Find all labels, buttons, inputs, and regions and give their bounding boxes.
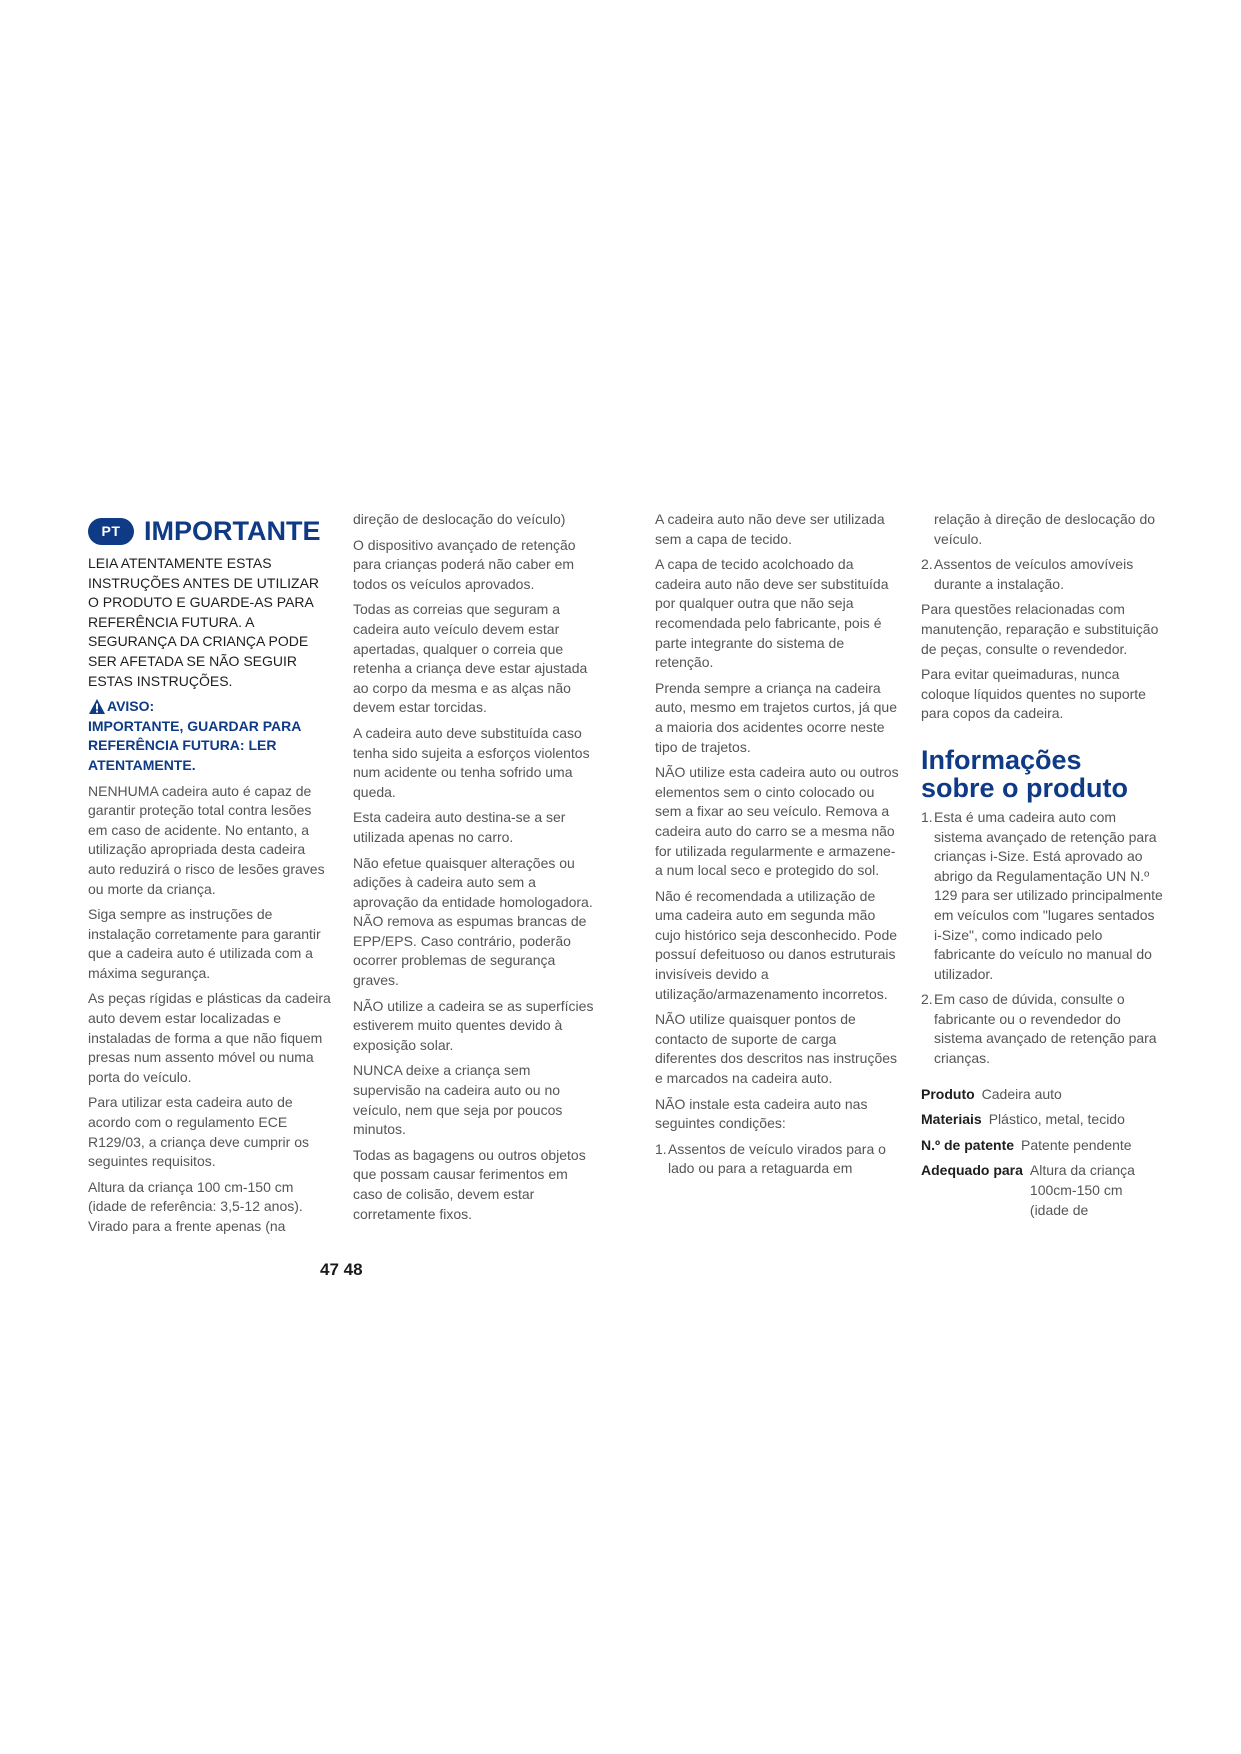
- list-item: [921, 555, 1166, 594]
- paragraph: NÃO utilize a cadeira se as superfícies estiverem muito quentes devido à exposição solar.: [353, 997, 594, 1053]
- paragraph: Prenda sempre a criança na cadeira auto, mesmo em trajetos curtos, já que a maioria dos acidentes ocorre neste tipo de trajetos.: [655, 679, 897, 755]
- list-text: relação à direção de deslocação do veículo.: [934, 511, 1156, 547]
- paragraph: Para evitar queimaduras, nunca coloque líquidos quentes no suporte para copos da cadeira.: [921, 666, 1146, 722]
- title-line: Informações: [921, 744, 1082, 775]
- paragraph: A cadeira auto não deve ser utilizada sem a capa de tecido.: [655, 511, 885, 547]
- paragraph: Para utilizar esta cadeira auto de acordo com o regulamento ECE R129/03, a criança deve cumprir os seguintes requisitos.: [88, 1094, 309, 1170]
- spec-label: Materiais: [921, 1111, 982, 1128]
- paragraph: Não é recomendada a utilização de uma cadeira auto em segunda mão cujo histórico seja desconhecido. Pode possuí defeituoso ou danos estruturais invisíveis devido a utilização/armazenamento incorretos.: [655, 887, 898, 1002]
- spec-label: N.º de patente: [921, 1136, 1015, 1153]
- spec-value: Altura da criança 100cm-150 cm (idade de: [1029, 1162, 1135, 1218]
- language-badge: PT: [88, 518, 134, 545]
- column-1: [88, 510, 333, 1243]
- list-text: Assentos de veículo virados para o lado ou para a retaguarda em: [668, 1140, 886, 1177]
- warning-text: IMPORTANTE, GUARDAR PARA REFERÊNCIA FUTURA: LER ATENTAMENTE.: [88, 717, 301, 773]
- list-item-continuation: [921, 510, 1166, 549]
- section-header: [88, 516, 333, 546]
- spec-label: Adequado para: [921, 1162, 1023, 1179]
- spec-value: Patente pendente: [1021, 1136, 1132, 1153]
- intro-text: LEIA ATENTAMENTE ESTAS INSTRUÇÕES ANTES DE UTILIZAR O PRODUTO E GUARDE-AS PARA REFERÊNCIA FUTURA. A SEGURANÇA DA CRIANÇA PODE SER AFETADA SE NÃO SEGUIR ESTAS INSTRUÇÕES.: [88, 555, 320, 689]
- paragraph: A cadeira auto deve substituída caso tenha sido sujeita a esforços violentos num acidente ou tenha sofrido uma queda.: [353, 724, 590, 800]
- warning-heading: [88, 697, 333, 717]
- spec-label: Produto: [921, 1085, 975, 1102]
- product-info-title: [921, 746, 1166, 802]
- paragraph: Todas as bagagens ou outros objetos que possam causar ferimentos em caso de colisão, devem estar corretamente fixos.: [353, 1146, 586, 1222]
- paragraph: Esta cadeira auto destina-se a ser utilizada apenas no carro.: [353, 809, 566, 845]
- list-text: Assentos de veículos amovíveis durante a instalação.: [934, 556, 1134, 592]
- title-line: sobre o produto: [921, 772, 1128, 803]
- list-number: 1.: [655, 1140, 667, 1157]
- paragraph: NÃO utilize esta cadeira auto ou outros elementos sem o cinto colocado ou sem a fixar ao seu veículo. Remova a cadeira auto do carro se a mesma não for utilizada regularmente e armazene-a num local seco e protegido do sol.: [655, 764, 899, 879]
- list-number: 1.: [921, 808, 933, 825]
- list-text: Esta é uma cadeira auto com sistema avançado de retenção para crianças i-Size. Está aprovado ao abrigo da Regulamentação UN N.º 129 para ser utilizado principalmente em veículos com "lugares sentados i-Size", como indicado pelo fabricante do veículo no manual do utilizador.: [934, 808, 1163, 982]
- paragraph: NUNCA deixe a criança sem supervisão na cadeira auto ou no veículo, nem que seja por poucos minutos.: [353, 1062, 563, 1138]
- list-text: Em caso de dúvida, consulte o fabricante ou o revendedor do sistema avançado de retenção para crianças.: [934, 991, 1157, 1067]
- paragraph: A capa de tecido acolchoado da cadeira auto não deve ser substituída por qualquer outra que não seja recomendada pelo fabricante, pois é parte integrante do sistema de retenção.: [655, 556, 889, 671]
- paragraph: Siga sempre as instruções de instalação corretamente para garantir que a cadeira auto é utilizada com a máxima segurança.: [88, 906, 321, 981]
- page-title: IMPORTANTE: [144, 516, 321, 546]
- warning-triangle-icon: [88, 698, 106, 715]
- paragraph: NÃO utilize quaisquer pontos de contacto de suporte de carga diferentes dos descritos nas instruções e marcados na cadeira auto.: [655, 1011, 898, 1087]
- spec-row-materials: [921, 1110, 1166, 1130]
- paragraph: NENHUMA cadeira auto é capaz de garantir proteção total contra lesões em caso de acidente. No entanto, a utilização apropriada desta cadeira auto reduzirá o risco de lesões graves ou morte da criança.: [88, 782, 325, 897]
- paragraph: Não efetue quaisquer alterações ou adições à cadeira auto sem a aprovação da entidade homologadora. NÃO remova as espumas brancas de EPP/EPS. Caso contrário, poderão ocorrer problemas de segurança graves.: [353, 854, 593, 989]
- column-3: [655, 510, 900, 1185]
- paragraph: Altura da criança 100 cm-150 cm (idade de referência: 3,5-12 anos). Virado para a frente apenas (na: [88, 1178, 303, 1234]
- paragraph: direção de deslocação do veículo): [353, 511, 566, 527]
- list-number: 2.: [921, 556, 933, 573]
- warning-label: AVISO:: [107, 698, 155, 715]
- paragraph: O dispositivo avançado de retenção para crianças poderá não caber em todos os veículos aprovados.: [353, 536, 576, 592]
- column-4: [921, 510, 1166, 1226]
- column-2: [353, 510, 598, 1230]
- spec-row-suitable: [921, 1161, 1166, 1220]
- list-item: [921, 990, 1166, 1068]
- list-item: [655, 1140, 900, 1179]
- paragraph: Para questões relacionadas com manutenção, reparação e substituição de peças, consulte o revendedor.: [921, 601, 1159, 657]
- paragraph: Todas as correias que seguram a cadeira auto veículo devem estar apertadas, qualquer o correia que retenha a criança deve estar ajustada ao corpo da mesma e as alças não devem estar torcidas.: [353, 601, 588, 716]
- spec-row-product: [921, 1085, 1166, 1105]
- spec-value: Plástico, metal, tecido: [988, 1111, 1125, 1128]
- paragraph: NÃO instale esta cadeira auto nas seguintes condições:: [655, 1095, 868, 1132]
- spec-value: Cadeira auto: [981, 1085, 1062, 1102]
- paragraph: As peças rígidas e plásticas da cadeira auto devem estar localizadas e instaladas de forma a que não fiquem presas num assento móvel ou numa porta do veículo.: [88, 990, 331, 1085]
- list-number: 2.: [921, 991, 933, 1008]
- page-numbers: 47 48: [320, 1260, 363, 1279]
- list-item: [921, 808, 1166, 984]
- spec-row-patent: [921, 1136, 1166, 1156]
